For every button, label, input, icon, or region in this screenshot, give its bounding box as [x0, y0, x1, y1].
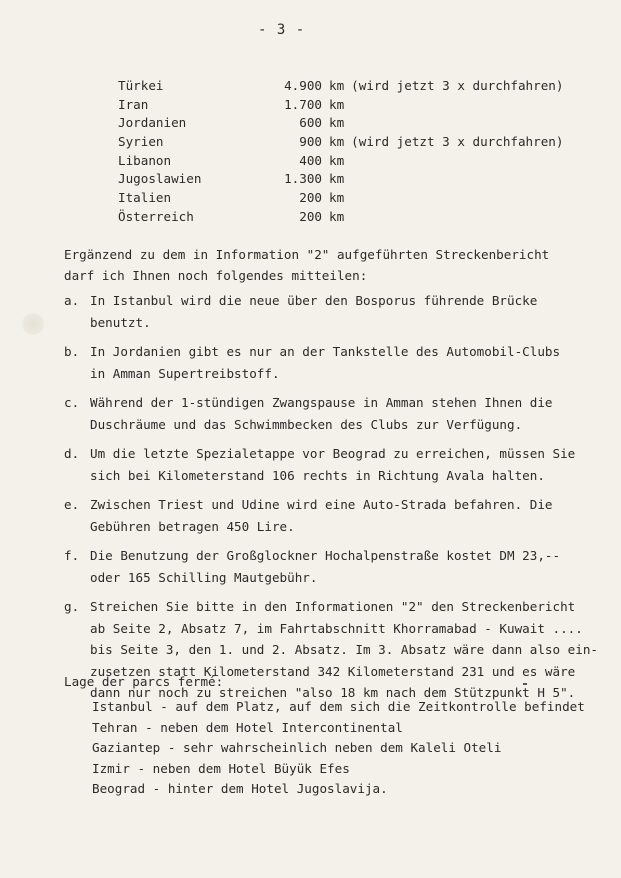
note-text-line: Zwischen Triest und Udine wird eine Auto-Strada befahren. Die [90, 497, 553, 512]
distance-unit: km [329, 115, 345, 131]
distance-row [118, 151, 563, 170]
note-item [64, 545, 609, 588]
parcs-ferme-list [92, 697, 612, 800]
distance-row [118, 207, 563, 226]
distance-unit: km [329, 133, 345, 149]
country-name: Syrien [118, 133, 164, 149]
note-marker: a. [64, 293, 80, 308]
distance-row [118, 113, 563, 132]
country-name: Jordanien [118, 115, 187, 131]
parc-ferme-entry: Izmir - neben dem Hotel Büyük Efes [92, 760, 350, 776]
distance-value: 1.300 [284, 171, 322, 187]
note-text-line: Die Benutzung der Großglockner Hochalpenstraße kostet DM 23,-- [90, 548, 561, 563]
distance-value: 600 [299, 115, 322, 131]
country-name: Österreich [118, 208, 194, 224]
note-item [64, 341, 609, 384]
intro-paragraph [64, 244, 604, 286]
note-text-line: sich bei Kilometerstand 106 rechts in Richtung Avala halten. [90, 467, 545, 483]
country-name: Türkei [118, 77, 164, 93]
note-marker: c. [64, 395, 80, 410]
note-text-line: dann nur noch zu streichen "also 18 km nach dem Stützpunkt H 5". [90, 685, 576, 700]
note-marker: d. [64, 446, 80, 461]
distance-row [118, 188, 563, 207]
country-name: Libanon [118, 152, 172, 168]
distance-unit: km [329, 171, 345, 187]
distance-unit: km [329, 208, 345, 224]
intro-line: Ergänzend zu dem in Information "2" aufgeführten Streckenbericht [64, 247, 550, 262]
note-text-line: benutzt. [90, 314, 151, 330]
distance-row [118, 132, 563, 151]
note-text-line: oder 165 Schilling Mautgebühr. [90, 569, 318, 585]
distance-value: 200 [299, 189, 322, 205]
intro-line: darf ich Ihnen noch folgendes mitteilen: [64, 268, 368, 283]
note-text-line: Gebühren betragen 450 Lire. [90, 518, 295, 534]
distance-row [118, 95, 563, 114]
distance-row [118, 169, 563, 188]
note-marker: g. [64, 599, 80, 614]
parc-ferme-entry: Gaziantep - sehr wahrscheinlich neben dem Kaleli Oteli [92, 740, 502, 755]
note-marker: f. [64, 548, 80, 563]
parc-ferme-entry: Istanbul - auf dem Platz, auf dem sich die Zeitkontrolle befindet [92, 699, 585, 714]
note-text-line: Streichen Sie bitte in den Informationen "2" den Streckenbericht [90, 599, 576, 614]
distance-value: 400 [299, 152, 322, 168]
note-item [64, 392, 609, 435]
country-name: Iran [118, 96, 149, 112]
note-text-line: in Amman Supertreibstoff. [90, 365, 280, 381]
distance-value: 200 [299, 208, 322, 224]
note-marker: b. [64, 344, 80, 359]
distance-value: 4.900 [284, 77, 322, 93]
distance-row [118, 76, 563, 95]
parcs-ferme-heading: Lage der parcs fermé: [64, 674, 224, 689]
note-marker: e. [64, 497, 80, 512]
note-text-line: ab Seite 2, Absatz 7, im Fahrtabschnitt Khorramabad - Kuwait .... [90, 620, 583, 636]
note-text-line: In Istanbul wird die neue über den Bosporus führende Brücke [90, 293, 538, 308]
note-item [64, 290, 609, 333]
parc-ferme-entry: Tehran - neben dem Hotel Intercontinental [92, 719, 403, 735]
distance-table [118, 76, 563, 226]
note-text-line: zusetzen statt Kilometerstand 342 Kilometerstand 231 und es wäre [90, 663, 576, 679]
note-item [64, 494, 609, 537]
distance-unit: km [329, 189, 345, 205]
distance-value: 1.700 [284, 96, 322, 112]
note-text-line: Um die letzte Spezialetappe vor Beograd zu erreichen, müssen Sie [90, 446, 576, 461]
distance-unit: km [329, 96, 345, 112]
page-number: - 3 - [258, 22, 306, 38]
note-item [64, 443, 609, 486]
distance-unit: km [329, 152, 345, 168]
distance-note: (wird jetzt 3 x durchfahren) [351, 133, 564, 149]
notes-list [64, 290, 609, 712]
note-text-line: Während der 1-stündigen Zwangspause in Amman stehen Ihnen die [90, 395, 553, 410]
country-name: Jugoslawien [118, 171, 202, 187]
distance-unit: km [329, 77, 345, 93]
distance-note: (wird jetzt 3 x durchfahren) [351, 77, 564, 93]
note-text-line: Duschräume und das Schwimmbecken des Clubs zur Verfügung. [90, 416, 523, 432]
note-text-line: bis Seite 3, den 1. und 2. Absatz. Im 3. Absatz wäre dann also ein- [90, 642, 598, 657]
note-text-line: In Jordanien gibt es nur an der Tankstelle des Automobil-Clubs [90, 344, 561, 359]
parc-ferme-entry: Beograd - hinter dem Hotel Jugoslavija. [92, 781, 388, 796]
distance-value: 900 [299, 133, 322, 149]
punch-hole-mark [22, 313, 44, 335]
country-name: Italien [118, 189, 172, 205]
